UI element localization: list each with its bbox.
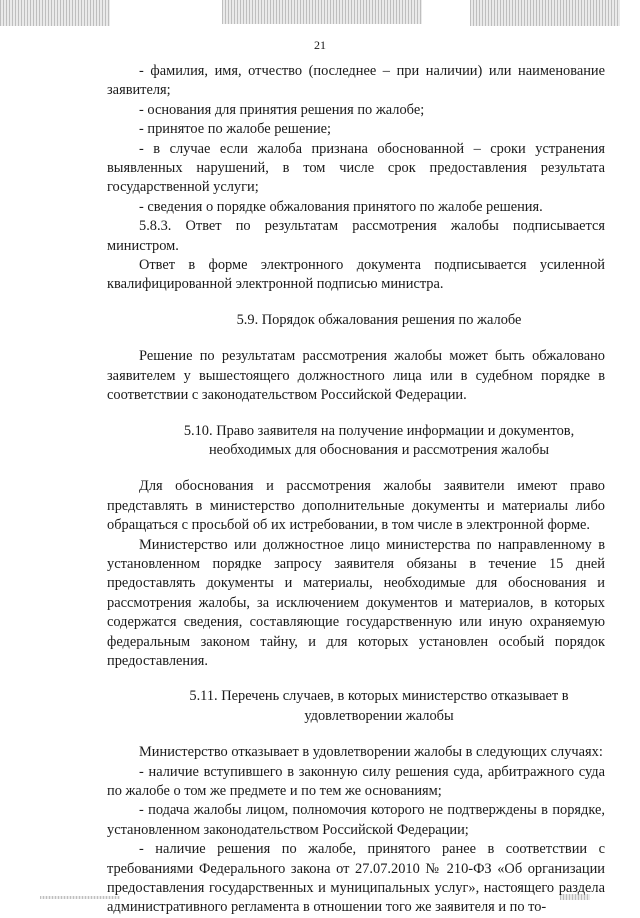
list-item: - принятое по жалобе решение; xyxy=(139,121,332,138)
list-item: - сведения о порядке обжалования принятого по жалобе решения. xyxy=(139,198,543,215)
list-item: - в случае если жалоба признана обоснованной – сроки устранения выявленных нарушений, в том числе срок предоставления результата государственной услуги; xyxy=(107,140,605,196)
list-item: - наличие вступившего в законную силу решения суда, арбитражного суда по жалобе о том же предмете и по тем же основаниям; xyxy=(107,763,605,799)
paragraph: Ответ в форме электронного документа подписывается усиленной квалифицированной электронной подписью министра. xyxy=(107,257,605,293)
list-item: - наличие решения по жалобе, принятого ранее в соответствии с требованиями Федерального закона от 27.07.2010 № 210-ФЗ «Об организации предоставления государственных и муниципальных услуг», настоящего раздела административного регламента в отношении того же заявителя и по то- xyxy=(107,841,605,916)
list-item: - подача жалобы лицом, полномочия которого не подтверждены в порядке, установленном законодательством Российской Федерации; xyxy=(107,802,605,838)
paragraph: Для обоснования и рассмотрения жалобы заявители имеют право представлять в министерство дополнительные документы и материалы либо обращаться с просьбой об их истребовании, в том числе в электронной форме. xyxy=(107,478,605,534)
scan-artifact-center xyxy=(222,0,422,24)
section-heading-5-9: 5.9. Порядок обжалования решения по жалобе xyxy=(236,311,522,328)
document-body xyxy=(107,62,605,918)
section-heading-5-10: 5.10. Право заявителя на получение информации и документов, необходимых для обоснования и рассмотрения жалобы xyxy=(183,422,575,458)
paragraph: Решение по результатам рассмотрения жалобы может быть обжаловано заявителем у вышестоящего должностного лица или в судебном порядке в соответствии с законодательством Российской Федерации. xyxy=(107,348,605,404)
scan-artifact-left xyxy=(0,0,110,26)
paragraph: 5.8.3. Ответ по результатам рассмотрения жалобы подписывается министром. xyxy=(107,218,605,254)
list-item: - основания для принятия решения по жалобе; xyxy=(139,101,425,118)
list-item: - фамилия, имя, отчество (последнее – при наличии) или наименование заявителя; xyxy=(107,63,605,99)
paragraph: Министерство или должностное лицо министерства по направленному в установленном порядке запросу заявителя обязаны в течение 15 дней предоставлять документы и материалы, необходимые для обоснования и рассмотрения жалобы, за исключением документов и материалов, в которых содержатся сведения, составляющие государственную или иную охраняемую федеральным законом тайну, и для которых установлен особый порядок предоставления. xyxy=(107,536,605,669)
page-number: 21 xyxy=(314,38,326,52)
scan-artifact-right xyxy=(470,0,620,26)
paragraph: Министерство отказывает в удовлетворении жалобы в следующих случаях: xyxy=(139,744,603,761)
section-heading-5-11: 5.11. Перечень случаев, в которых министерство отказывает в удовлетворении жалобы xyxy=(189,688,569,724)
